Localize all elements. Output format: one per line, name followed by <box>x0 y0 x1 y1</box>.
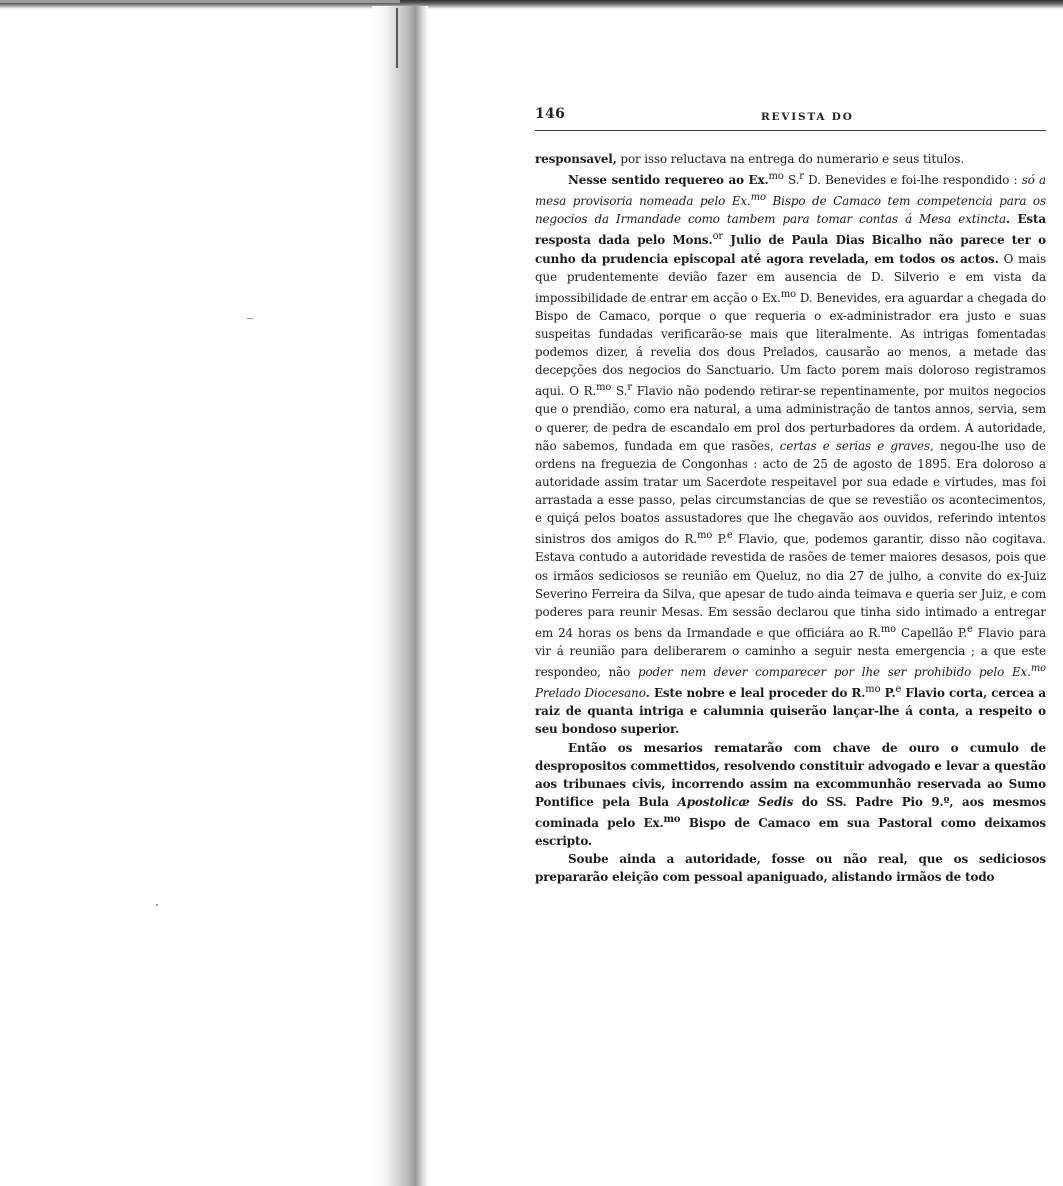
superscript: r <box>799 171 804 183</box>
superscript: e <box>726 530 733 542</box>
superscript: mo <box>663 814 681 826</box>
text-run: do SS. Padre Pio 9.º, aos mesmos cominada pelo Ex. <box>535 794 1046 831</box>
superscript: e <box>895 684 902 696</box>
paragraph-1 <box>535 150 1046 168</box>
paragraph-2 <box>535 168 1046 738</box>
text-run: Capellão P. <box>896 625 968 640</box>
text-run: Então os mesarios rematarão com chave de ouro o cumulo de despropositos commettidos, resolvendo constituir advogado e levar a questão aos tribunaes civis, incorrendo assim na excommunhão reservada ao Sumo Pontifice pela Bula <box>535 740 1046 809</box>
scan-speck <box>156 904 158 906</box>
text-run: Julio de Paula Dias Bicalho não parece ter o cunho da prudencia episcopal até agora revelada, em todos os actos. <box>535 233 1046 266</box>
scan-speck <box>247 318 253 319</box>
text-run: D. Benevides, era aguardar a chegada do Bispo de Camaco, porque o que requeria o ex-administrador era justo e suas suspeitas fundadas verificarão-se mais que literalmente. As intrigas fomentadas podemos dizer, á revelia dos dous Prelados, causarão ao menos, a metade das decepções dos negocios do Sanctuario. Um facto porem mais doloroso registramos aqui. O R. <box>535 290 1046 399</box>
text-run: S. <box>611 384 628 399</box>
text-run: Flavio para vir á reunião para deliberarem o caminho a seguir nesta emergencia ; a que este respondeo, não <box>535 625 1046 680</box>
book-page <box>535 100 1047 885</box>
superscript: e <box>967 623 973 635</box>
superscript: mo <box>1030 663 1046 675</box>
text-run: P. <box>712 532 727 547</box>
superscript: or <box>712 231 724 243</box>
italic-run: certas e serias e graves <box>779 438 930 453</box>
scan-top-edge-left <box>0 0 400 3</box>
text-run: por isso reluctava na entrega do numerario e seus titulos. <box>616 152 965 166</box>
superscript: mo <box>880 623 897 635</box>
running-title: REVISTA DO <box>761 111 854 123</box>
page-fold-shadow <box>372 6 428 1186</box>
text-run: P. <box>880 686 896 701</box>
superscript: mo <box>768 171 784 183</box>
paragraph-4 <box>535 850 1046 886</box>
text-run: Flavio, que, podemos garantir, disso não cogitava. Estava contudo a autoridade revestida de rasões de temer maiores desasos, pois que os irmãos sediciosos se reunião em Queluz, no dia 27 de julho, a convite do ex-Juiz Severino Ferreira da Silva, que apesar de tudo ainda teimava e queria ser Juiz, e com poderes para reunir Mesas. Em sessão declarou que tinha sido intimado a entregar em 24 horas os bens da Irmandade e que officiára ao R. <box>535 532 1046 640</box>
italic-run: Apostolicæ Sedis <box>677 794 794 809</box>
text-run: O mais que prudentemente devião fazer em ausencia de D. Silverio e em vista da impossibilidade de entrar em acção o Ex. <box>535 251 1046 305</box>
page-fold-crease <box>396 8 398 68</box>
italic-run: Bispo de Camaco tem competencia para os negocios da Irmandade como tambem para tomar contas á Mesa extincta <box>535 194 1046 227</box>
page-number: 146 <box>535 106 566 122</box>
text-run: , negou-lhe uso de ordens na freguezia de Congonhas : acto de 25 de agosto de 1895. Era doloroso a autoridade assim tratar um Sacerdote respeitavel por sua edade e virtudes, mas foi arrastada a esse passo, pelas circumstancias de que se revestião os acontecimentos, e quiçá pelos boatos assustadores que lhe chegavão aos ouvidos, referindo intentos sinistros dos amigos do R. <box>535 438 1046 547</box>
text-run: Bispo de Camaco em sua Pastoral como deixamos escripto. <box>535 816 1046 849</box>
text-run: responsavel, <box>535 152 617 166</box>
italic-run: Prelado Diocesano <box>535 686 646 701</box>
text-run: S. <box>783 173 800 188</box>
italic-run: poder nem dever comparecer por lhe ser prohibido pelo Ex. <box>637 665 1031 680</box>
body-text <box>535 150 1046 887</box>
paragraph-3 <box>535 739 1046 851</box>
running-header <box>535 100 1046 122</box>
text-run: . Este nobre e leal proceder do R. <box>645 686 866 701</box>
superscript: mo <box>780 288 796 300</box>
text-run: D. Benevides e foi-lhe respondido : <box>803 173 1022 188</box>
text-run: Soube ainda a autoridade, fosse ou não real, que os sediciosos prepararão eleição com pessoal apaniguado, alistando irmãos de todo <box>535 852 1046 885</box>
text-run: . Esta resposta dada pelo Mons. <box>535 212 1047 248</box>
italic-run: só a mesa provisoria nomeada pelo Ex. <box>535 173 1047 209</box>
superscript: mo <box>865 684 881 696</box>
header-rule <box>535 130 1046 131</box>
text-run: Flavio corta, cercea a raiz de quanta intriga e calumnia quiserão lançar-lhe á conta, a respeito o seu bondoso superior. <box>535 686 1046 737</box>
superscript: r <box>627 382 632 394</box>
superscript: mo <box>697 530 713 542</box>
superscript: mo <box>750 192 766 204</box>
text-run: Nesse sentido requereo ao Ex. <box>568 173 769 188</box>
superscript: mo <box>596 382 612 394</box>
text-run: Flavio não podendo retirar-se repentinamente, por muitos negocios que o prendião, como era natural, a uma administração de tantos annos, servia, sem o querer, de pedra de escandalo em prol dos perturbadores da ordem. A autoridade, não sabemos, fundada em que rasões, <box>535 384 1047 453</box>
